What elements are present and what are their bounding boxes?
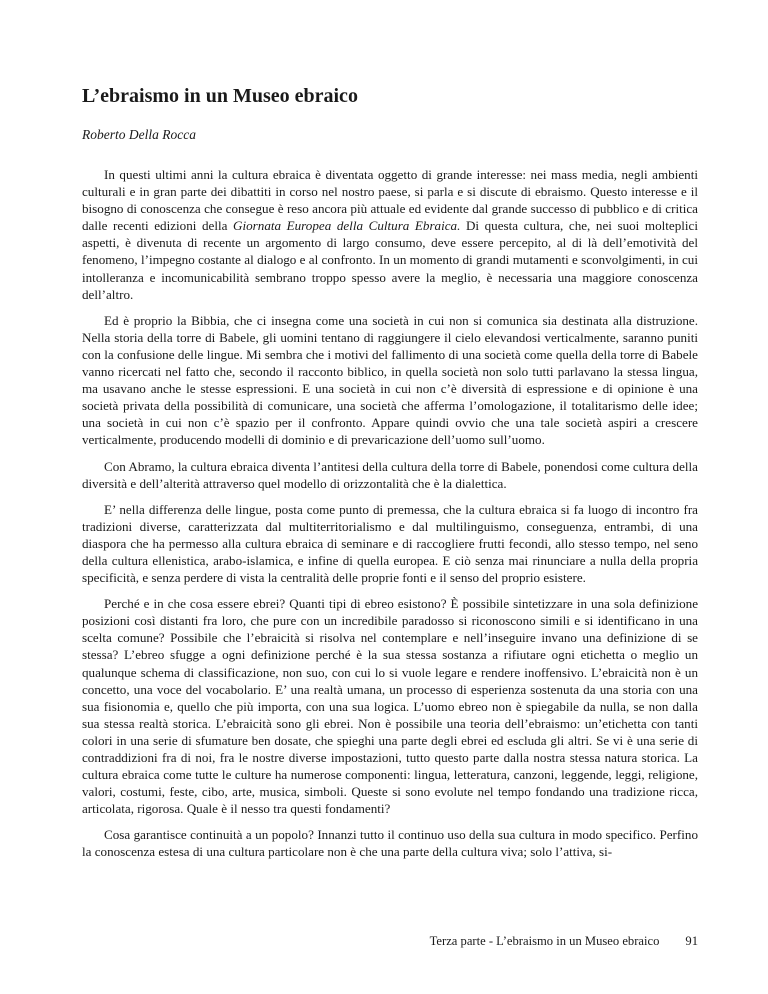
running-title: Terza parte - L’ebraismo in un Museo ebraico [429,934,660,948]
paragraph-1 [82,166,698,303]
paragraph-6: Cosa garantisce continuità a un popolo? Innanzi tutto il continuo uso della sua cultura in modo specifico. Perfino la conoscenza estesa di una cultura particolare non è che una parte della cultura viva; solo l’attiva, si- [82,827,698,860]
article-author: Roberto Della Rocca [82,127,196,142]
paragraph-4: E’ nella differenza delle lingue, posta come punto di premessa, che la cultura ebraica si fa luogo di incontro fra tradizioni diverse, caratterizzata dal multiterritorialismo e dal multilinguismo, conseguenza, entrambi, di una diaspora che ha permesso alla cultura ebraica di seminare e di raccogliere frutti fecondi, allo stesso tempo, nel seno della cultura ellenistica, arabo-islamica, e infine di quella europea. E ciò senza mai rinunciare a nulla della propria specificità, e senza perdere di vista la centralità delle proprie fonti e il senso del proprio esistere. [82,501,698,586]
page-footer [82,933,698,949]
article-title: L’ebraismo in un Museo ebraico [82,85,358,107]
paragraph-1-text-a: In questi ultimi anni la cultura ebraica è diventata oggetto di grande interesse: nei mass media, negli ambienti culturali e in gran parte dei dibattiti in corso nel nostro paese, si parla e si discute di ebraismo. Questo interesse e il bisogno di conoscenza che consegue è reso ancora più attuale ed evidente dal grande successo di pubblico e di critica dalle recenti edizioni della [82,167,698,234]
paragraph-3: Con Abramo, la cultura ebraica diventa l’antitesi della cultura della torre di Babele, ponendosi come cultura della diversità e dell’alterità attraverso quel modello di orizzontalità che è la dialettica. [82,458,698,491]
paragraph-1-text-b: Di questa cultura, che, nei suoi molteplici aspetti, è divenuta di recente un argomento di largo consumo, deve essere percepito, al di là dell’emotività del fenomeno, l’impegno costante al dialogo e al confronto. In un momento di grandi mutamenti e sconvolgimenti, in cui intolleranza e incomunicabilità sembrano troppo spesso avere la meglio, è necessaria una maggiore conoscenza dell’altro. [82,218,698,302]
article [82,80,698,870]
paragraph-5: Perché e in che cosa essere ebrei? Quanti tipi di ebreo esistono? È possibile sintetizzare in una sola definizione posizioni così distanti fra loro, che pure con un incredibile paradosso si riconoscono simili e si identificano in una scelta comune? Possibile che l’ebraicità si risolva nel contemplare e nell’inseguire invano una definizione di se stessa? L’ebreo sfugge a ogni definizione perché è la sua stessa sostanza a rifiutare ogni etichetta o meglio un qualunque schema di classificazione, non suo, con cui lo si vuole legare e rendere inoffensivo. L’ebraicità non è un concetto, una voce del vocabolario. E’ una realtà umana, un processo di esperienza sostenuta da una storia con una sua fisionomia e, quello che più importa, con una sua logica. L’uomo ebreo non è spiegabile da nulla, se non dalla sua stessa realtà storica. L’ebraicità sono gli ebrei. Non è possibile una teoria dell’ebraismo: un’etichetta con tanti colori in una serie di sfumature ben dosate, che spieghi una parte degli ebrei ed escluda gli altri. Se vi è una serie di contraddizioni fra di noi, fra le nostre diverse impostazioni, tutto questo parte dalla nostra stessa natura storica. La cultura ebraica come tutte le culture ha numerose componenti: lingua, letteratura, canzoni, leggende, leggi, religione, valori, costumi, feste, cibo, arte, musica, simboli. Queste si sono evolute nel tempo fondando una tradizione ricca, articolata, rigorosa. Quale è il nesso tra questi fondamenti? [82,596,698,817]
paragraph-2: Ed è proprio la Bibbia, che ci insegna come una società in cui non si comunica sia destinata alla distruzione. Nella storia della torre di Babele, gli uomini tentano di raggiungere il cielo elevandosi verticalmente, saranno puniti con la confusione delle lingue. Mi sembra che i motivi del fallimento di una società come quella della torre di Babele vanno ricercati nel fatto che, secondo il racconto biblico, in quella società non solo tutti parlavano la stessa lingua, ma usavano anche le stesse espressioni. E una società in cui non c’è diversità di espressione e di opinione è una società privata della possibilità di comunicare, una società che afferma l’omologazione, il totalitarismo delle idee; una società in cui non c’è spazio per il confronto. Appare quindi ovvio che una tale società aspiri a crescere verticalmente, producendo modelli di dominio e di prevaricazione dell’uomo sull’uomo. [82,312,698,448]
event-name-emphasis: Giornata Europea della Cultura Ebraica. [233,218,461,234]
page-number: 91 [685,934,698,948]
article-body [82,166,698,861]
